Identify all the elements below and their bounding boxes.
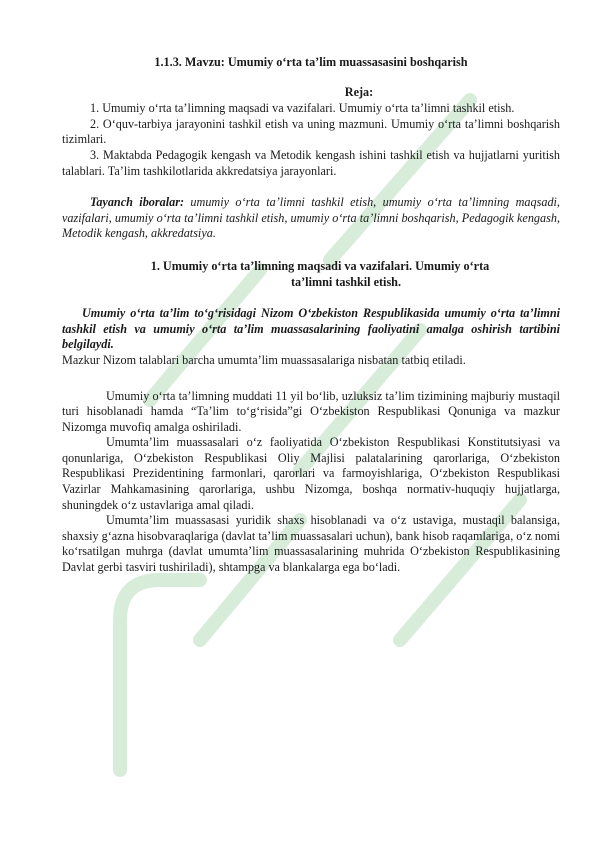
nizom-followup: Mazkur Nizom talablari barcha umumta’lim muassasalariga nisbatan tatbiq etiladi. bbox=[62, 352, 466, 367]
plan-item: 1. Umumiy o‘rta ta’limning maqsadi va vazifalari. Umumiy o‘rta ta’limni tashkil etish. bbox=[90, 101, 515, 116]
section-heading-line1: 1. Umumiy o‘rta ta’limning maqsadi va vazifalari. Umumiy o‘rta bbox=[150, 258, 490, 273]
keywords-label: Tayanch iboralar: bbox=[90, 195, 184, 210]
keywords-text: umumiy o‘rta ta’limni tashkil etish, umumiy o‘rta ta’limning maqsadi, vazifalari, umumiy o‘rta ta’limni tashkil etish, umumiy o‘rta ta’limni boshqarish, Pedagogik kengash, Metodik kengash, akkredatsiya. bbox=[62, 195, 560, 241]
nizom-statement: Umumiy o‘rta ta’lim to‘g‘risidagi Nizom O‘zbekiston Respublikasida umumiy o‘rta ta’limni tashkil etish va umumiy o‘rta ta’lim muassasalarining faoliyatini amalga oshirish tartibini belgilaydi. bbox=[62, 306, 560, 352]
body-paragraph: Umumta’lim muassasalari o‘z faoliyatida O‘zbekiston Respublikasi Konstitutsiyasi va qonunlariga, O‘zbekiston Respublikasi Oliy Majlisi palatalarining qarorlariga, O‘zbekiston Respublikasi Prezidentining farmonlari, qarorlari va farmoyishlariga, O‘zbekiston Respublikasi Vazirlar Mahkamasining qarorlariga, ushbu Nizomga, boshqa normativ-huquqiy hujjatlarga, shuningdek o‘z ustavlariga amal qiladi. bbox=[62, 435, 560, 512]
plan-item: 3. Maktabda Pedagogik kengash va Metodik kengash ishini tashkil etish va hujjatlarni yuritish talablari. Ta’lim tashkilotlarida akkredatsiya jarayonlari. bbox=[62, 147, 560, 178]
plan-heading: Reja: bbox=[344, 84, 374, 99]
plan-list bbox=[62, 101, 560, 179]
plan-item: 2. O‘quv-tarbiya jarayonini tashkil etish va uning mazmuni. Umumiy o‘rta ta’limni boshqarish tizimlari. bbox=[62, 116, 560, 147]
keywords-paragraph bbox=[62, 195, 560, 242]
page-title: 1.1.3. Mavzu: Umumiy o‘rta ta’lim muassasasini boshqarish bbox=[154, 55, 468, 69]
document-body bbox=[62, 55, 560, 576]
section-heading-line2: ta’limni tashkil etish. bbox=[290, 274, 402, 289]
body-paragraph: Umumiy o‘rta ta’limning muddati 11 yil bo‘lib, uzluksiz ta’lim tizimining majburiy mustaqil turi hisoblanadi hamda “Ta’lim to‘g‘risida”gi O‘zbekiston Respublikasi Qonuniga va mazkur Nizomga muvofiq amalga oshiriladi. bbox=[62, 388, 560, 434]
section-heading bbox=[62, 259, 560, 290]
spacer bbox=[62, 369, 560, 389]
body-paragraph: Umumta’lim muassasasi yuridik shaxs hisoblanadi va o‘z ustaviga, mustaqil balansiga, shaxsiy g‘azna hisobvaraqlariga (davlat ta’lim muassasalari uchun), bank hisob raqamlariga, o‘z nomi ko‘rsatilgan muhrga (davlat umumta’lim muassasalarining muhrida O‘zbekiston Respublikasining Davlat gerbi tasviri tushiriladi), shtampga va blankalarga ega bo‘ladi. bbox=[62, 513, 560, 575]
